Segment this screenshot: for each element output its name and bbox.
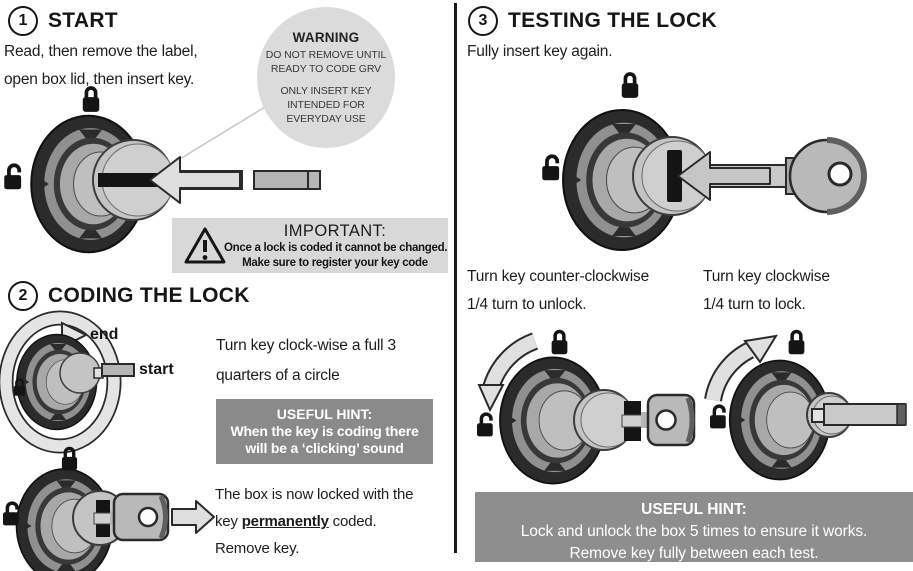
keyway-lower xyxy=(96,524,110,537)
step2-result-line2: key permanently coded. xyxy=(215,513,377,530)
label-start: start xyxy=(139,361,174,378)
turn-counter-clockwise-illustration xyxy=(477,332,694,484)
clockwise-instruction xyxy=(703,263,830,319)
step2-number-badge: 2 xyxy=(8,281,38,311)
warning-triangle-icon xyxy=(182,225,228,267)
step1-title: START xyxy=(48,9,118,32)
step1-number-badge: 1 xyxy=(8,6,38,36)
locked-padlock-icon xyxy=(789,332,805,355)
step2-result-line1: The box is now locked with the xyxy=(215,486,414,503)
warning-line3: ONLY INSERT KEY xyxy=(280,84,372,97)
step2-instruction-line1: Turn key clock-wise a full 3 xyxy=(216,337,396,354)
ccw-line2: 1/4 turn to unlock. xyxy=(467,296,587,313)
warning-line4: INTENDED FOR xyxy=(287,98,365,111)
ccw-arrowhead-icon xyxy=(479,385,503,410)
cw-line2: 1/4 turn to lock. xyxy=(703,296,806,313)
important-line1: Once a lock is coded it cannot be changed. xyxy=(224,242,448,254)
ccw-line1: Turn key counter-clockwise xyxy=(467,268,650,285)
key-start-position xyxy=(102,364,134,376)
step2-instruction-line2: quarters of a circle xyxy=(216,367,340,384)
warning-line2: READY TO CODE GRV xyxy=(270,62,382,75)
important-text xyxy=(224,222,446,271)
step3-number-badge: 3 xyxy=(468,6,498,36)
unlocked-padlock-icon xyxy=(4,165,21,189)
unlocked-padlock-icon xyxy=(3,503,19,525)
turn-clockwise-illustration xyxy=(710,332,906,480)
useful-hint-testing-box xyxy=(475,492,913,562)
hint3-line2: Remove key fully between each test. xyxy=(569,545,819,562)
key-hole xyxy=(657,411,676,430)
counter-clockwise-instruction xyxy=(467,263,649,319)
step1-intro-line2: open box lid, then insert key. xyxy=(4,71,195,88)
step2-result-line3: Remove key. xyxy=(215,540,300,557)
keyway-upper xyxy=(96,500,110,513)
unlocked-padlock-icon xyxy=(710,406,726,428)
key-blank xyxy=(254,171,320,189)
hint2-line2: will be a ‘clicking’ sound xyxy=(245,440,404,456)
key-hole xyxy=(829,163,851,185)
key-bit xyxy=(622,415,642,427)
step2-instruction xyxy=(216,331,396,391)
step3-intro: Fully insert key again. xyxy=(467,43,613,60)
step2-title: CODING THE LOCK xyxy=(48,284,250,307)
testing-insert-key-illustration xyxy=(542,74,864,250)
label-end: end xyxy=(90,326,119,343)
warning-title: WARNING xyxy=(292,29,360,45)
locked-padlock-icon xyxy=(622,74,639,98)
hint3-title: USEFUL HINT: xyxy=(641,501,747,518)
permanently-emphasis: permanently xyxy=(241,513,329,530)
key-bit xyxy=(94,513,112,524)
key-blade xyxy=(824,404,904,425)
important-line2: Make sure to register your key code xyxy=(242,257,428,269)
warning-line5: EVERYDAY USE xyxy=(286,112,366,125)
step1-header xyxy=(8,6,118,36)
useful-hint-coding-box xyxy=(216,399,433,464)
remove-arrow-icon xyxy=(172,501,214,533)
step2-result xyxy=(215,481,413,562)
warning-label-bubble xyxy=(257,7,395,148)
hint2-line1: When the key is coding there xyxy=(230,423,419,439)
key-blade-cap xyxy=(897,404,906,425)
warning-line1: DO NOT REMOVE UNTIL xyxy=(265,48,387,61)
step2-header xyxy=(8,281,250,311)
step1-intro xyxy=(4,38,197,94)
column-divider xyxy=(454,3,457,553)
step3-header xyxy=(468,6,717,36)
key-hole xyxy=(139,508,157,526)
step3-title: TESTING THE LOCK xyxy=(508,9,717,32)
key-bit xyxy=(812,409,824,422)
important-note-box xyxy=(172,218,448,273)
hint2-title: USEFUL HINT: xyxy=(276,406,373,422)
unlocked-padlock-icon xyxy=(542,156,559,180)
locked-padlock-icon xyxy=(552,332,568,355)
unlocked-padlock-icon xyxy=(477,414,493,436)
step1-intro-line1: Read, then remove the label, xyxy=(4,43,198,60)
cw-line1: Turn key clockwise xyxy=(703,268,830,285)
coded-remove-key-illustration xyxy=(3,448,214,571)
hint3-line1: Lock and unlock the box 5 times to ensure it works. xyxy=(520,523,868,540)
important-title: IMPORTANT: xyxy=(283,222,387,240)
